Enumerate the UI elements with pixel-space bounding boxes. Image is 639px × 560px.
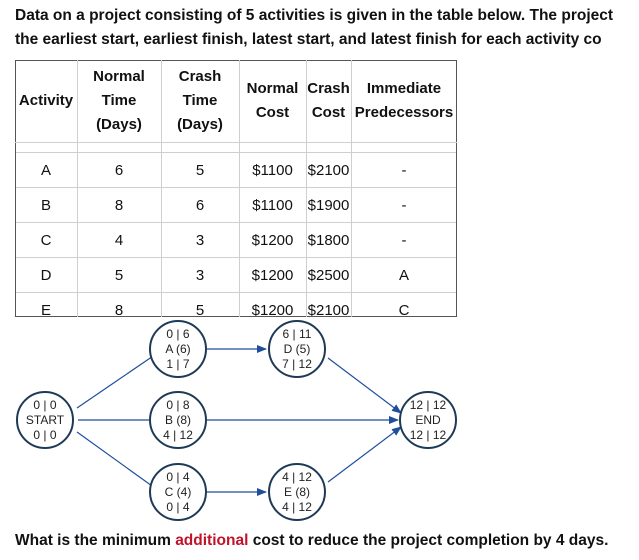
node-activity-c: 0 | 4 C (4) 0 | 4 [149,463,207,521]
cell-activity: C [15,223,77,258]
cell-predecessor: C [351,293,457,328]
cell-crash-cost: $1900 [306,188,351,223]
cell-crash-time: 6 [161,188,239,223]
header-normal-time: Normal Time (Days) [93,68,145,133]
node-activity-a: 0 | 6 A (6) 1 | 7 [149,320,207,378]
node-activity-b: 0 | 8 B (8) 4 | 12 [149,391,207,449]
cell-activity: B [15,188,77,223]
cell-normal-cost: $1200 [239,223,306,258]
cell-crash-cost: $2100 [306,293,351,328]
header-predecessors: Immediate Predecessors [354,80,454,121]
cell-crash-cost: $1800 [306,223,351,258]
cell-normal-cost: $1200 [239,258,306,293]
edge-start-a [77,352,159,408]
node-activity-e: 4 | 12 E (8) 4 | 12 [268,463,326,521]
cell-normal-time: 8 [77,293,161,328]
cell-normal-cost: $1200 [239,293,306,328]
cell-predecessor: - [351,223,457,258]
cell-normal-time: 6 [77,153,161,188]
cell-normal-cost: $1100 [239,188,306,223]
question-text: What is the minimum additional cost to reduce the project completion by 4 days. [15,532,609,549]
cell-crash-cost: $2500 [306,258,351,293]
edge-e-end [328,427,401,482]
node-end: 12 | 12 END 12 | 12 [399,391,457,449]
cell-activity: E [15,293,77,328]
intro-line-1: Data on a project consisting of 5 activities is given in the table below. The project [15,7,614,24]
header-crash-cost: Crash Cost [307,80,350,121]
cell-predecessor: A [351,258,457,293]
cell-crash-time: 3 [161,258,239,293]
header-crash-time: Crash Time (Days) [177,68,223,133]
node-start: 0 | 0 START 0 | 0 [16,391,74,449]
node-activity-d: 6 | 11 D (5) 7 | 12 [268,320,326,378]
cell-crash-time: 5 [161,153,239,188]
cell-crash-cost: $2100 [306,153,351,188]
intro-line-2: the earliest start, earliest finish, latest start, and latest finish for each activity co [15,31,602,48]
cell-normal-time: 8 [77,188,161,223]
question-highlight: additional [175,532,249,549]
header-normal-cost: Normal Cost [246,80,299,121]
cell-predecessor: - [351,153,457,188]
cell-normal-cost: $1100 [239,153,306,188]
header-activity: Activity [18,92,74,109]
cell-activity: A [15,153,77,188]
edge-start-c [77,432,159,491]
cell-activity: D [15,258,77,293]
cell-crash-time: 5 [161,293,239,328]
cell-predecessor: - [351,188,457,223]
cell-crash-time: 3 [161,223,239,258]
cell-normal-time: 5 [77,258,161,293]
edge-d-end [328,358,401,413]
cell-normal-time: 4 [77,223,161,258]
